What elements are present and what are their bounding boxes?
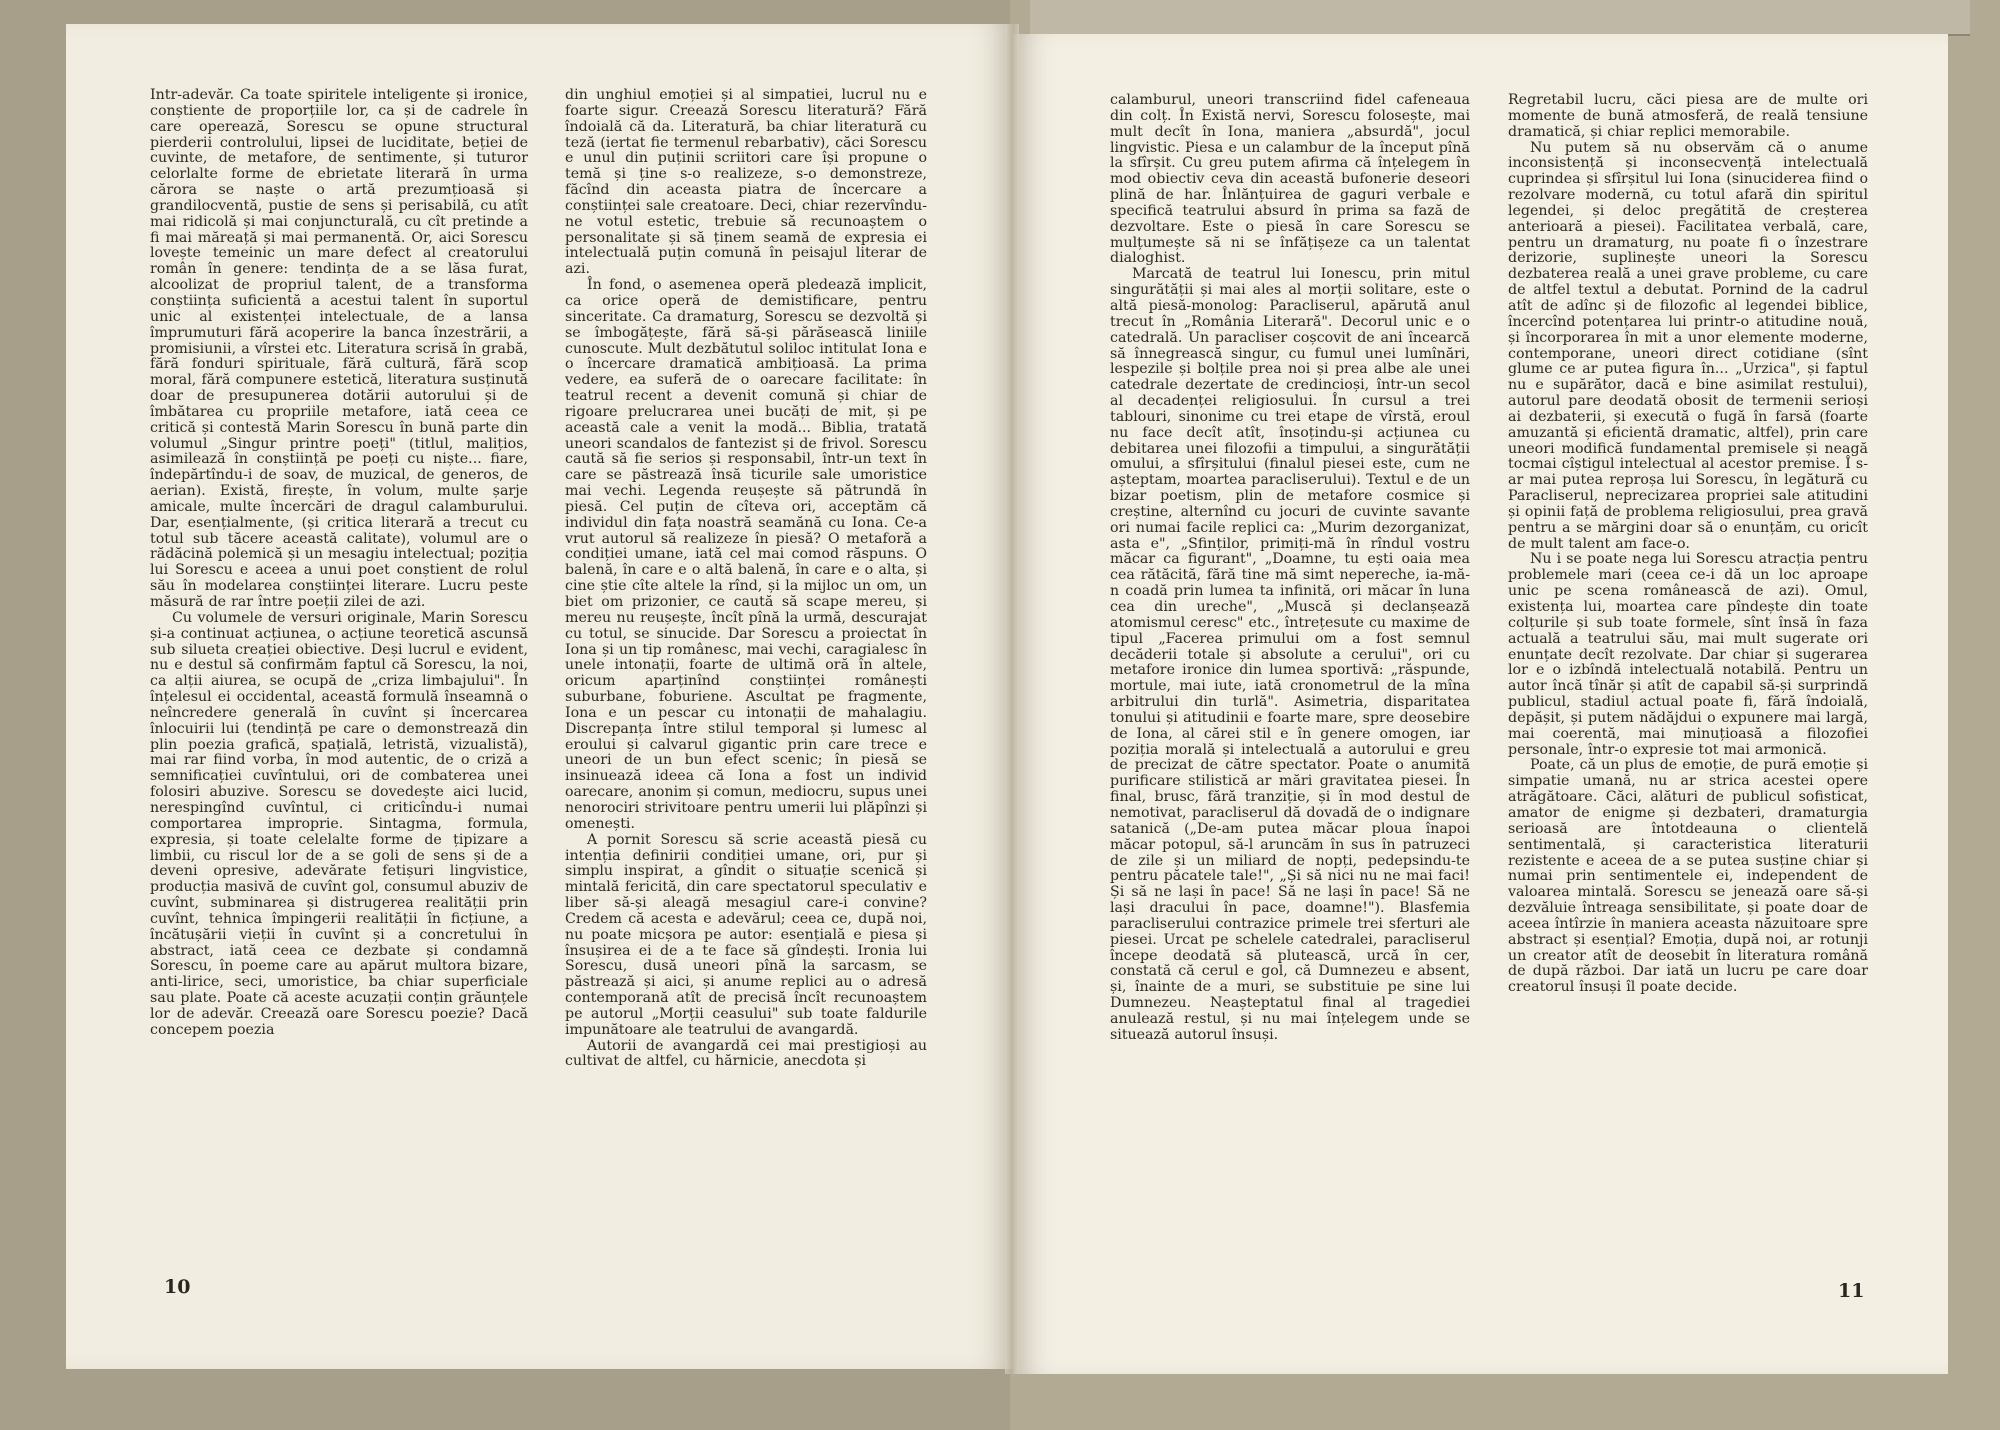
right-page-column-1 <box>1110 93 1470 1263</box>
paragraph: Marcată de teatrul lui Ionescu, prin mitul singurătății și mai ales al morții solitare, este o altă piesă-monolog: Paracliserul, apărută anul trecut în „România Literară". Decorul unic e o catedrală. Un paracliser coșcovit de ani încearcă să înnegrească singur, cu fumul unei lumînări, lespezile și bolțile prea noi și prea albe ale unei catedrale dezertate de credincioși, într-un secol al decadenței religiosului. În cursul a trei tablouri, sinonime cu trei etape de vîrstă, eroul nu face decît atît, însoțindu-și acțiunea cu debitarea unei filozofii a timpului, a singurătății omului, a sfîrșitului (finalul piesei este, cum ne așteptam, moartea paracliserului). Textul e de un bizar poetism, plin de metafore cosmice și creștine, alternînd cu jocuri de cuvinte savante ori numai facile replici ca: „Murim dezorganizat, asta e", „Sfinților, primiți-mă în rîndul vostru măcar ca figurant", „Doamne, tu ești oaia mea cea rătăcită, fără tine mă simt nepereche, ia-mă-n coadă prin lumea ta infinită, ori măcar în luna cea din ureche", „Muscă și declanșează atomismul ceresc" etc., întrețesute cu maxime de tipul „Facerea primului om a fost semnul decăderii totale și absolute a cerului", ori cu metafore ironice din lumea sportivă: „răspunde, mortule, mai iute, iată cronometrul de la mîna arbitrului din turlă". Asimetria, disparitatea tonului și atitudinii e foarte mare, spre deosebire de Iona, al cărei stil e în genere omogen, iar poziția morală și intelectuală a autorului e greu de precizat de către spectator. Poate o anumită purificare stilistică ar mări gravitatea piesei. În final, brusc, fără tranziție, și în mod destul de nemotivat, paracliserul dă dovadă de o indignare satanică („De-am putea măcar ploua înapoi măcar potopul, să-l aruncăm în sus în patruzeci de zile și un miliard de nopți, pedepsindu-te pentru păcatele tale!", „Și să nici nu ne mai faci! Și să ne lași în pace! Să ne lași în pace! Să ne lași dracului în pace, doamne!"). Blasfemia paracliserului contrazice primele trei sferturi ale piesei. Urcat pe schelele catedralei, paracliserul începe deodată să plutească, urcă în cer, constată că cerul e gol, că Dumnezeu e absent, și, înainte de a muri, se substituie pe sine lui Dumnezeu. Neașteptatul final al tragediei anulează restul, și nu mai înțelegem unde se situează autorul însuși. <box>1110 266 1470 1043</box>
left-page-column-2 <box>565 88 927 1218</box>
paragraph: calamburul, uneori transcriind fidel cafeneaua din colț. În Există nervi, Sorescu folosește, mai mult decît în Iona, maniera „absurdă", jocul lingvistic. Piesa e un calambur de la început pînă la sfîrșit. Cu greu putem afirma că înțelegem în mod obiectiv ceva din această bufonerie deseori plină de har. Înlănțuirea de gaguri verbale e specifică teatrului absurd în prima sa fază de dezvoltare. Este o piesă în care Sorescu se mulțumește să ni se înfățișeze ca un talentat dialoghist. <box>1110 93 1470 267</box>
right-page-column-2 <box>1508 93 1868 1263</box>
paragraph: Regretabil lucru, căci piesa are de multe ori momente de bună atmosferă, de reală tensiune dramatică, și chiar replici memorabile. <box>1508 93 1868 140</box>
book-board-top-edge <box>1030 0 1970 36</box>
left-page-column-1 <box>150 88 528 1266</box>
book-gutter <box>1005 24 1019 1374</box>
paragraph: Cu volumele de versuri originale, Marin Sorescu și-a continuat acțiunea, o acțiune teoretică ascunsă sub silueta creației obiective. Deși lucrul e evident, nu e destul să confirmăm faptul că Sorescu, la noi, ca alții aiurea, se ocupă de „criza limbajului". În înțelesul ei occidental, această formulă înseamnă o neîncredere generală în cuvînt și încercarea înlocuirii lui (tendință pe care o demonstrează din plin poezia grafică, spațială, letristă, vizualistă), mai rar fiind vorba, în mod autentic, de o criză a semnificației cuvîntului, ori de combaterea unei folosiri abuzive. Sorescu se dovedește aici lucid, nerespingînd cuvîntul, ci criticîndu-i numai comportarea improprie. Sintagma, formula, expresia, și toate celelalte forme de țipizare a limbii, cu riscul lor de a se goli de sens și de a deveni opresive, adevărate fetișuri lingvistice, producția masivă de cuvînt gol, consumul abuziv de cuvînt, subminarea și distrugerea realității prin cuvînt, tehnica împingerii realității în ficțiune, a încătușării vieții în cuvînt și a concretului în abstract, iată ceea ce dezbate și condamnă Sorescu, în poeme care au apărut multora bizare, anti-lirice, seci, umoristice, ba chiar superficiale sau plate. Poate că aceste acuzații conțin grăunțele lor de adevăr. Creează oare Sorescu poezie? Dacă concepem poezia <box>150 609 528 1038</box>
paragraph: Intr-adevăr. Ca toate spiritele inteligente și ironice, conștiente de proporțiile lor, ca și de cadrele în care operează, Sorescu se opune structural pierderii controlului, lipsei de luciditate, beției de cuvinte, de metafore, de sentimente, și tuturor celorlalte forme de ebrietate literară în urma cărora se naște o artă prezumțioasă și grandilocventă, pustie de sens și perisabilă, cu atît mai ridicolă și mai conjuncturală, cu cît pretinde a fi mai măreață și mai permanentă. Or, aici Sorescu lovește temeinic un mare defect al creatorului român în genere: tendința de a se lăsa furat, alcoolizat de propriul talent, de a transforma conștiința suficientă a acestui talent în suportul unic al existenței intelectuale, de a lansa împrumuturi fără acoperire la banca înzestrării, a promisiunii, a vîrstei etc. Literatura scrisă în grabă, fără fonduri spirituale, fără cultură, fără scop moral, fără compunere estetică, literatura susținută doar de presupunerea dotării autorului și de îmbătarea cu propriile metafore, iată ceea ce critică și contestă Marin Sorescu în bună parte din volumul „Singur printre poeți" (titlul, malițios, asimilează în conștiință pe poeți cu niște... fiare, îndepărtîndu-i de soav, de muzical, de generos, de aerian). Există, firește, în volum, multe șarje amicale, multe încercări de dragul calamburului. Dar, esențialmente, (și critica literară a trecut cu totul sub tăcere această calitate), volumul are o rădăcină polemică și un mesagiu intelectual; poziția lui Sorescu e aceea a unui poet conștient de rolul său în modelarea conștiinței literare. Lucru peste măsură de rar între poeții zilei de azi. <box>150 88 528 610</box>
paragraph: Nu putem să nu observăm că o anume inconsistență și inconsecvență intelectuală cuprindea și sfîrșitul lui Iona (sinuciderea fiind o rezolvare modernă, cu totul afară din spiritul legendei, și deloc pregătită de creșterea anterioară a piesei). Facilitatea verbală, care, pentru un dramaturg, nu poate fi o înzestrare derizorie, suplinește uneori la Sorescu dezbaterea reală a unei grave probleme, cu care de altfel textul a debutat. Pornind de la cadrul atît de adînc și de filozofic al legendei biblice, încercînd potențarea lui printr-o atitudine nouă, și încorporarea în mit a unor elemente moderne, contemporane, uneori direct cotidiane (sînt glume ce ar putea figura în... „Urzica", și faptul nu e supărător, dacă e bine asimilat restului), autorul pare deodată obosit de termenii serioși ai dezbaterii, și execută o fugă în farsă (foarte amuzantă și eficientă dramatic, altfel), prin care uneori modifică fundamental premisele și neagă tocmai cîștigul intelectual al acestor premise. Î s-ar mai putea reproșa lui Sorescu, în legătură cu Paracliserul, neprecizarea propriei sale atitudini și opinii față de problema religiosului, prea gravă pentru a se mărgini doar să o enunțăm, cu oricît de mult talent am face-o. <box>1508 139 1868 552</box>
paragraph: În fond, o asemenea operă pledează implicit, ca orice operă de demistificare, pentru sinceritate. Ca dramaturg, Sorescu se dezvoltă și se îmbogățește, fără să-și părăsească liniile cunoscute. Mult dezbătutul soliloc intitulat Iona e o încercare dramatică ambițioasă. La prima vedere, ea suferă de o oarecare facilitate: în teatrul recent a devenit comună și chiar de rigoare prelucrarea unei bucăți de mit, și pe această cale a venit la modă... Biblia, tratată uneori scandalos de fantezist și de frivol. Sorescu caută să fie serios și responsabil, într-un text în care se păstrează însă ticurile sale umoristice mai vechi. Legenda reușește să pătrundă în piesă. Cel puțin de cîteva ori, acceptăm că individul din fața noastră seamănă cu Iona. Ce-a vrut autorul să realizeze în piesă? O metaforă a condiției umane, iată cel mai comod răspuns. O balenă, în care e o altă balenă, în care e o alta, și cine știe cîte altele la rînd, și la mijloc un om, un biet om prizonier, ce caută să scape mereu, și mereu nu reușește, încît pînă la urmă, descurajat cu totul, se sinucide. Dar Sorescu a proiectat în Iona și un tip românesc, mai vechi, caragialesc în unele intonații, foarte de ultimă oră în altele, oricum aparținînd conștiinței românești suburbane, foburiene. Ascultat pe fragmente, Iona e un pescar cu intonații de mahalagiu. Discrepanța între stilul temporal și lumesc al eroului și calvarul gigantic prin care trece e uneori de un bun efect scenic; în piesă se insinuează ideea că Iona a fost un individ oarecare, anonim și comun, mediocru, supus unei nenorociri strivitoare pentru umerii lui plăpînzi și omenești. <box>565 277 927 832</box>
paragraph: Autorii de avangardă cei mai prestigioși au cultivat de altfel, cu hărnicie, anecdota și <box>565 1037 927 1070</box>
page-number-left: 10 <box>164 1276 191 1298</box>
paragraph: A pornit Sorescu să scrie această piesă cu intenția definirii condiției umane, ori, pur și simplu inspirat, a gîndit o situație scenică și mintală fericită, din care spectatorul speculativ e liber să-și aleagă mesagiul care-i convine? Credem că acesta e adevărul; ceea ce, după noi, nu poate micșora pe autor: esențială e piesa și însușirea ei de a te face să gîndești. Ironia lui Sorescu, dusă uneori pînă la sarcasm, se păstrează și aici, și anume replici au o adresă contemporană atît de precisă încît recunoaștem pe autorul „Morții ceasului" sub toate faldurile impunătoare ale teatrului de avangardă. <box>565 831 927 1038</box>
paragraph: Nu i se poate nega lui Sorescu atracția pentru problemele mari (ceea ce-i dă un loc aproape unic pe scena românească de azi). Omul, existența lui, moartea care pîndește din toate colțurile și sub toate formele, sînt însă în faza actuală a teatrului său, mai mult sugerate ori enunțate decît rezolvate. Dar chiar și sugerarea lor e o izbîndă intelectuală notabilă. Pentru un autor încă tînăr și atît de capabil să-și surprindă publicul, stadiul actual poate fi, fără îndoială, depășit, și putem nădăjdui o expunere mai largă, mai coerentă, mai minuțioasă a filozofiei personale, într-o expresie tot mai armonică. <box>1508 551 1868 758</box>
page-number-right: 11 <box>1838 1280 1865 1302</box>
paragraph: din unghiul emoției și al simpatiei, lucrul nu e foarte sigur. Creează Sorescu literatură? Fără îndoială că da. Literatură, ba chiar literatură cu teză (iertat fie termenul rebarbativ), căci Sorescu e unul din puținii scriitori care își propune o temă și ține s-o realizeze, s-o demonstreze, făcînd din aceasta piatra de încercare a conștiinței sale creatoare. Deci, chiar rezervîndu-ne votul estetic, trebuie să recunoaștem o personalitate și să ținem seamă de expresia ei intelectuală puțin comună în peisajul literar de azi. <box>565 88 927 278</box>
paragraph: Poate, că un plus de emoție, de pură emoție și simpatie umană, nu ar strica acestei opere atrăgătoare. Căci, alături de publicul sofisticat, amator de enigme și dezbateri, dramaturgia serioasă are întotdeauna o clientelă sentimentală, și caracteristica literaturii rezistente e aceea de a se putea susține chiar și numai prin sentimentele ei, independent de valoarea mintală. Sorescu se jenează oare să-și dezvăluie întreaga sensibilitate, și poate doar de aceea întîrzie în maniera aceasta năzuitoare spre abstract și esențial? Emoția, după noi, ar rotunji un creator atît de deosebit în literatura română de după război. Dar iată un lucru pe care doar creatorul însuși îl poate decide. <box>1508 757 1868 996</box>
